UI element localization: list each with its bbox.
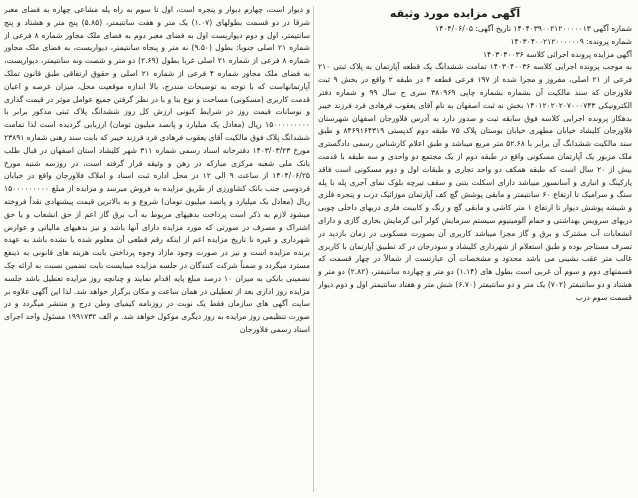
case-number-line: شماره پرونده: ۱۴۰۳۰۴۰۰۲۱۲۰۰۰۰۰۰۹ [510,36,632,46]
notice-body-left: و دیوار است، چهارم دیوار و پنجره است، اول تا سوم به راه پله مشاعی چهاره به فضای معبر شرقا در دو قسمت بطولهای (۱.۰۷) یک متر و هفت سانتیمتر، (۵.۸۵) پنج متر و هشتاد و پنج سانتیمتر، اول و دوم دیواریست اول به فضای معبر دوم به فضای ملک مجاور شماره ۸ فرعی از شماره ۲۱ اصلی جنوبا: بطول (۹.۵۰) نه متر و پنجاه سانتیمتر، دیواریست، به فضای ملک مجاور شماره ۸ فرعی از شماره ۲۱ اصلی غربا بطول (۲.۶۹) دو متر و شصت ونه سانتیمتر، دیواریست، به فضای ملک مجاور شماره ۴ فرعی از شماره ۲۱ اصلی و حقوق ارتفاقی طبق قانون تملک آپارتمانهاست که با توجه به توضیحات مندرج، بالا اندازه موقعیت محل، میزان عرصه و اعیان قدمت کاربری (مسکونی) مساحت و نوع بنا و با در نظر گرفتن جمیع عوامل موثر در قیمت گذاری و نوسانات قیمت روز در شرایط کنونی ارزش کل روز ششدانگ پلاک ثبتی مذکور برابر با ۱۵۰۰۰۰۰۰۰۰۰ ریال (معادل یک میلیارد و پانصد میلیون تومان) ارزیابی گردیده است لذا تمامت ششدانگ پلاک فوق مالکیت آقای یعقوب فرهادی فرد فرزند خیبر که بابت سند رهنی شماره ۲۳۸۹۱ مورخ ۱۴۰۳/۰۳/۲۳ دفترخانه اسناد رسمی شماره ۳۱۱ شهر کلیشاد استان اصفهان در قبال طلب بانک ملی شعبه مرکزی مبارکه در رهن و وثیقه قرار گرفته است، در روزسه شنبه مورخ ۱۴۰۴/۰۶/۲۵ از ساعت ۹ الی ۱۲ در محل اداره ثبت اسناد و املاک فلاورجان واقع در خیابان فردوسی جنب بانک کشاورزی از طریق مزایده به فروش میرسد و مزایده از مبلغ ۱۵۰۰۰۰۰۰۰۰۰ ریال (معادل یک میلیارد و پانصد میلیون تومان) شروع و به بالاترین قیمت پیشنهادی نقداً فروخته میشود لازم به ذکر است پرداخت بدهیهای مربوط به آب برق گاز اعم از حق انشعاب و یا حق اشتراک و مصرف در صورتی که مورد مزایده دارای آنها باشد و نیز بدهیهای مالیاتی و عوارض شهرداری و غیره تا تاریخ مزایده اعم از اینکه رقم قطعی آن معلوم شده یا نشده باشد به عهده برنده مزایده است و نیز در صورت وجود مازاد وجوه پرداختی بابت هزینه های قانونی به ذینفع مسترد میگردد و ضمناً شرکت کنندگان در جلسه مزایده میبایست بابت تضمین نسبت به ارائه چک تضمینی بانکی به میزان ۱۰ درصد مبلغ پایه اقدام نمایند و چنانچه روز مزایده تعطیل باشد جلسه مزایده روز اداری بعد از تعطیلی در همان ساعت و مکان برگزار خواهد شد. لذا این آگهی علاوه بر سایت آگهی های سازمان فقط یک نوبت در روزنامه کیمیای وطن درج و منتشر میگردد و در صورت تنظیمی روز مزایده به روز دیگری موکول خواهد شد. م الف ۱۹۹۱۷۳۲ مسئول واحد اجرای اسناد رسمی فلاورجان [4,5,310,334]
notice-body-right: به موجب پرونده اجرایی کلاسه ۱۴۰۳۰۴۰۰۳۶ تمامت ششدانگ یک قطعه آپارتمان به پلاک ثبتی ۲۱۰ فرعی از ۲۱ اصلی، مفروز و مجزا شده از ۱۹۷ فرعی قطعه ۴ در طبقه ۲ واقع در بخش ۹ ثبت فلاورجان که سند مالکیت آن بشماره بشماره چاپی ۳۸۰۹۶۹ سری ج سال ۹۹ و شماره دفتر الکترونیکی ۱۴۰۱۲۰۲۰۲۰۷۰۰۰۷۴۳ بخش نه ثبت اصفهان به نام آقای یعقوب فرهادی فرد فرزند خیبر بدهکار پرونده اجرایی کلاسه فوق سابقه ثبت و صدور دارد به آدرس فلاورجان اصفهان شهرستان فلاورجان کلیشاد خیابان مطهری خیابان بوستان پلاک ۷۵ طبقه دوم کدپستی ۸۴۶۹۱۶۴۳۱۹ و طبق سند مالکیت ششدانگ آن برابر با ۵۲.۶۸ متر مربع میباشد و طبق اعلام کارشناس رسمی دادگستری ملک مزبور یک آپارتمان مسکونی واقع در طبقه دوم از یک مجتمع دو واحدی و سه طبقه با قدمت بیش از ۲۰ سال است که طبقه همکف دو واحد تجاری و طبقات اول و دوم مسکونی است فاقد پارکینگ و انباری و آسانسور میباشد دارای اسکلت بتنی و سقف تیرچه بلوک نمای آجری پله با پله سنگ و سرامیک تا ارتفاع ۶۰ سانتیمتر و مابقی پوشش گچ کف آپارتمان موزائیک درب و پنجره فلزی و شیشه پوشش دیوار تا ارتفاع ۱ متر کاشی و مابقی گچ و رنگ و کابینت فلزی دربهای داخلی چوبی دربهای سرویس بهداشتی و حمام آلومینیوم سیستم سرمایش کولر آبی گرمایش بخاری گازی و دارای انشعابات آب مشترک و برق و گاز مجزا میباشد کاربری آن بصورت مسکونی در زمان بازدید در تصرف مستاجر بوده و طبق استعلام از شهرداری کلیشاد و سودرجان در کد تطبیق آپارتمان با کاربری غالب متر عقب نشینی می باشد محدود و مشخصات آن عبارتست از شمالاً در چهار قسمت که قسمتهای دوم و سوم آن غربی است بطول های (۱.۱۴) دو متر و چهارده سانتیمتر، (۲.۸۲) دو متر و هشتاد و دو سانتیمتر (۷۰۲) یک متر و دو سانتیمتر (۶.۷۰) شش متر و هفتاد سانتیمتر اول و دوم دیوار قسمت سوم درب [318,62,632,302]
notice-right-column [318,4,632,492]
column-divider [313,6,314,492]
notice-number-line: شماره آگهی ۱۴۰۴۰۳۹۰۰۲۱۲۰۰۰۰۰۱۳ تاریخ آگهی: ۱۴۰۴/۰۶/۰۵ [435,24,632,33]
notice-left-column [4,4,310,492]
notice-title: آگهی مزایده مورد وثیقه [389,7,521,20]
case-class-line: آگهی مزایده پرونده اجرائی کلاسه ۱۴۰۳۰۴۰۰۳۶ [482,49,632,59]
